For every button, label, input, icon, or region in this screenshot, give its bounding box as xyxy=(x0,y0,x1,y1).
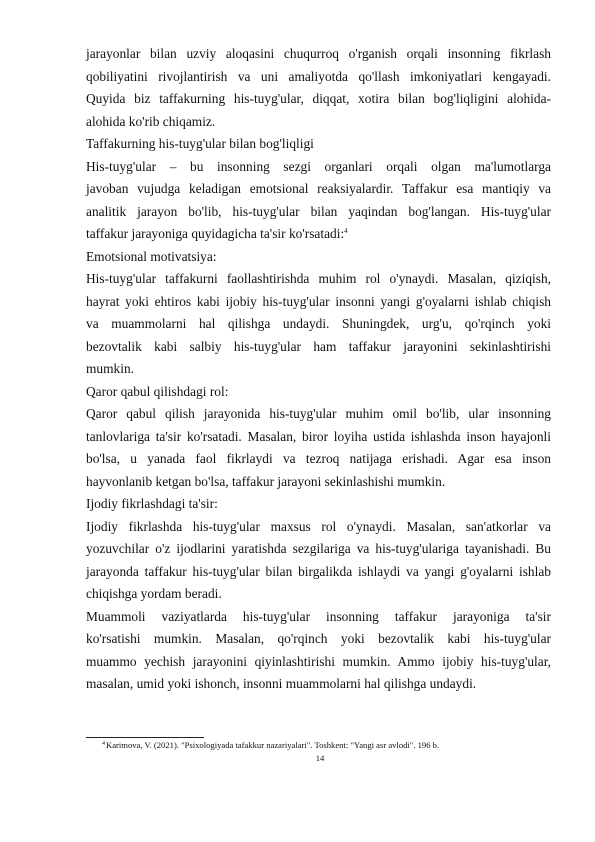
text-line: yozuvchilar o'z ijodlarini yaratishda sezgilariga va his-tuyg'ulariga tayanishadi. Bu xyxy=(86,541,551,556)
subheading: Ijodiy fikrlashdagi ta'sir: xyxy=(86,496,218,511)
text-line: taffakur jarayoniga quyidagicha ta'sir ko'rsatadi: xyxy=(86,226,345,241)
text-line: mumkin. xyxy=(86,361,134,376)
text-line-with-footnote xyxy=(86,223,551,246)
footnote xyxy=(102,740,439,751)
text-line: Qaror qabul qilish jarayonida his-tuyg'ular muhim omil bo'lib, ular insonning xyxy=(86,406,551,421)
text-line: bezovtalik kabi salbiy his-tuyg'ular ham taffakur jarayonini sekinlashtirishi xyxy=(86,338,551,354)
text-line: va muammolarni hal qilishga undaydi. Shuningdek, urg'u, qo'rqinch yoki xyxy=(86,316,551,331)
text-line: His-tuyg'ular – bu insonning sezgi organlari orqali olgan ma'lumotlarga xyxy=(86,158,551,174)
text-line: bo'lsa, u yanada faol fikrlaydi va tezroq natijaga erishadi. Agar esa inson xyxy=(86,451,551,466)
section-heading: Taffakurning his-tuyg'ular bilan bog'liqligi xyxy=(86,136,314,151)
text-line: chiqishga yordam beradi. xyxy=(86,586,222,601)
text-line: hayrat yoki ehtiros kabi ijobiy his-tuyg'ular insonni yangi g'oyalarni ishlab chiqish xyxy=(86,293,551,309)
footnote-marker: 4 xyxy=(102,741,105,747)
text-line: Muammoli vaziyatlarda his-tuyg'ular insonning taffakur jarayoniga ta'sir xyxy=(86,608,551,624)
text-line: hayvonlanib ketgan bo'lsa, taffakur jarayoni sekinlashishi mumkin. xyxy=(86,473,446,489)
subheading: Emotsional motivatsiya: xyxy=(86,248,217,264)
subheading: Qaror qabul qilishdagi rol: xyxy=(86,383,229,399)
text-line: muammo yechish jarayonini qiyinlashtirishi mumkin. Ammo ijobiy his-tuyg'ular, xyxy=(86,653,551,669)
text-line: alohida ko'rib chiqamiz. xyxy=(86,113,216,129)
footnote-text: Karimova, V. (2021). "Psixologiyada tafakkur nazariyalari". Toshkent: "Yangi asr avlodi". 196 b. xyxy=(106,740,440,750)
text-line: qobiliyatini rivojlantirish va uni amaliyotda qo'llash imkoniyatlari kengayadi. xyxy=(86,68,551,84)
text-line: masalan, umid yoki ishonch, insonni muammolarni hal qilishga undaydi. xyxy=(86,676,477,691)
text-line: analitik jarayon bo'lib, his-tuyg'ular bilan yaqindan bog'langan. His-tuyg'ular xyxy=(86,203,551,219)
footnote-separator xyxy=(86,737,204,738)
text-line: ko'rsatishi mumkin. Masalan, qo'rqinch yoki bezovtalik kabi his-tuyg'ular xyxy=(86,631,551,646)
text-line: Ijodiy fikrlashda his-tuyg'ular maxsus rol o'ynaydi. Masalan, san'atkorlar va xyxy=(86,518,551,534)
text-line: tanlovlariga ta'sir ko'rsatadi. Masalan, biror loyiha ustida ishlashda inson hayajonli xyxy=(86,428,551,444)
text-line: jarayonlar bilan uzviy aloqasini chuqurroq o'rganish orqali insonning fikrlash xyxy=(86,46,551,61)
text-line: javoban vujudga keladigan emotsional reaksiyalardir. Taffakur esa mantiqiy va xyxy=(86,181,551,196)
text-line: Quyida biz taffakurning his-tuyg'ular, diqqat, xotira bilan bog'liqligini alohida- xyxy=(86,91,551,106)
text-line: His-tuyg'ular taffakurni faollashtirishda muhim rol o'ynaydi. Masalan, qiziqish, xyxy=(86,271,551,286)
text-line: jarayonda taffakur his-tuyg'ular bilan birgalikda ishlaydi va yangi g'oyalarni ishlab xyxy=(86,563,551,579)
page-number: 14 xyxy=(315,753,325,763)
footnote-reference: 4 xyxy=(344,227,348,235)
